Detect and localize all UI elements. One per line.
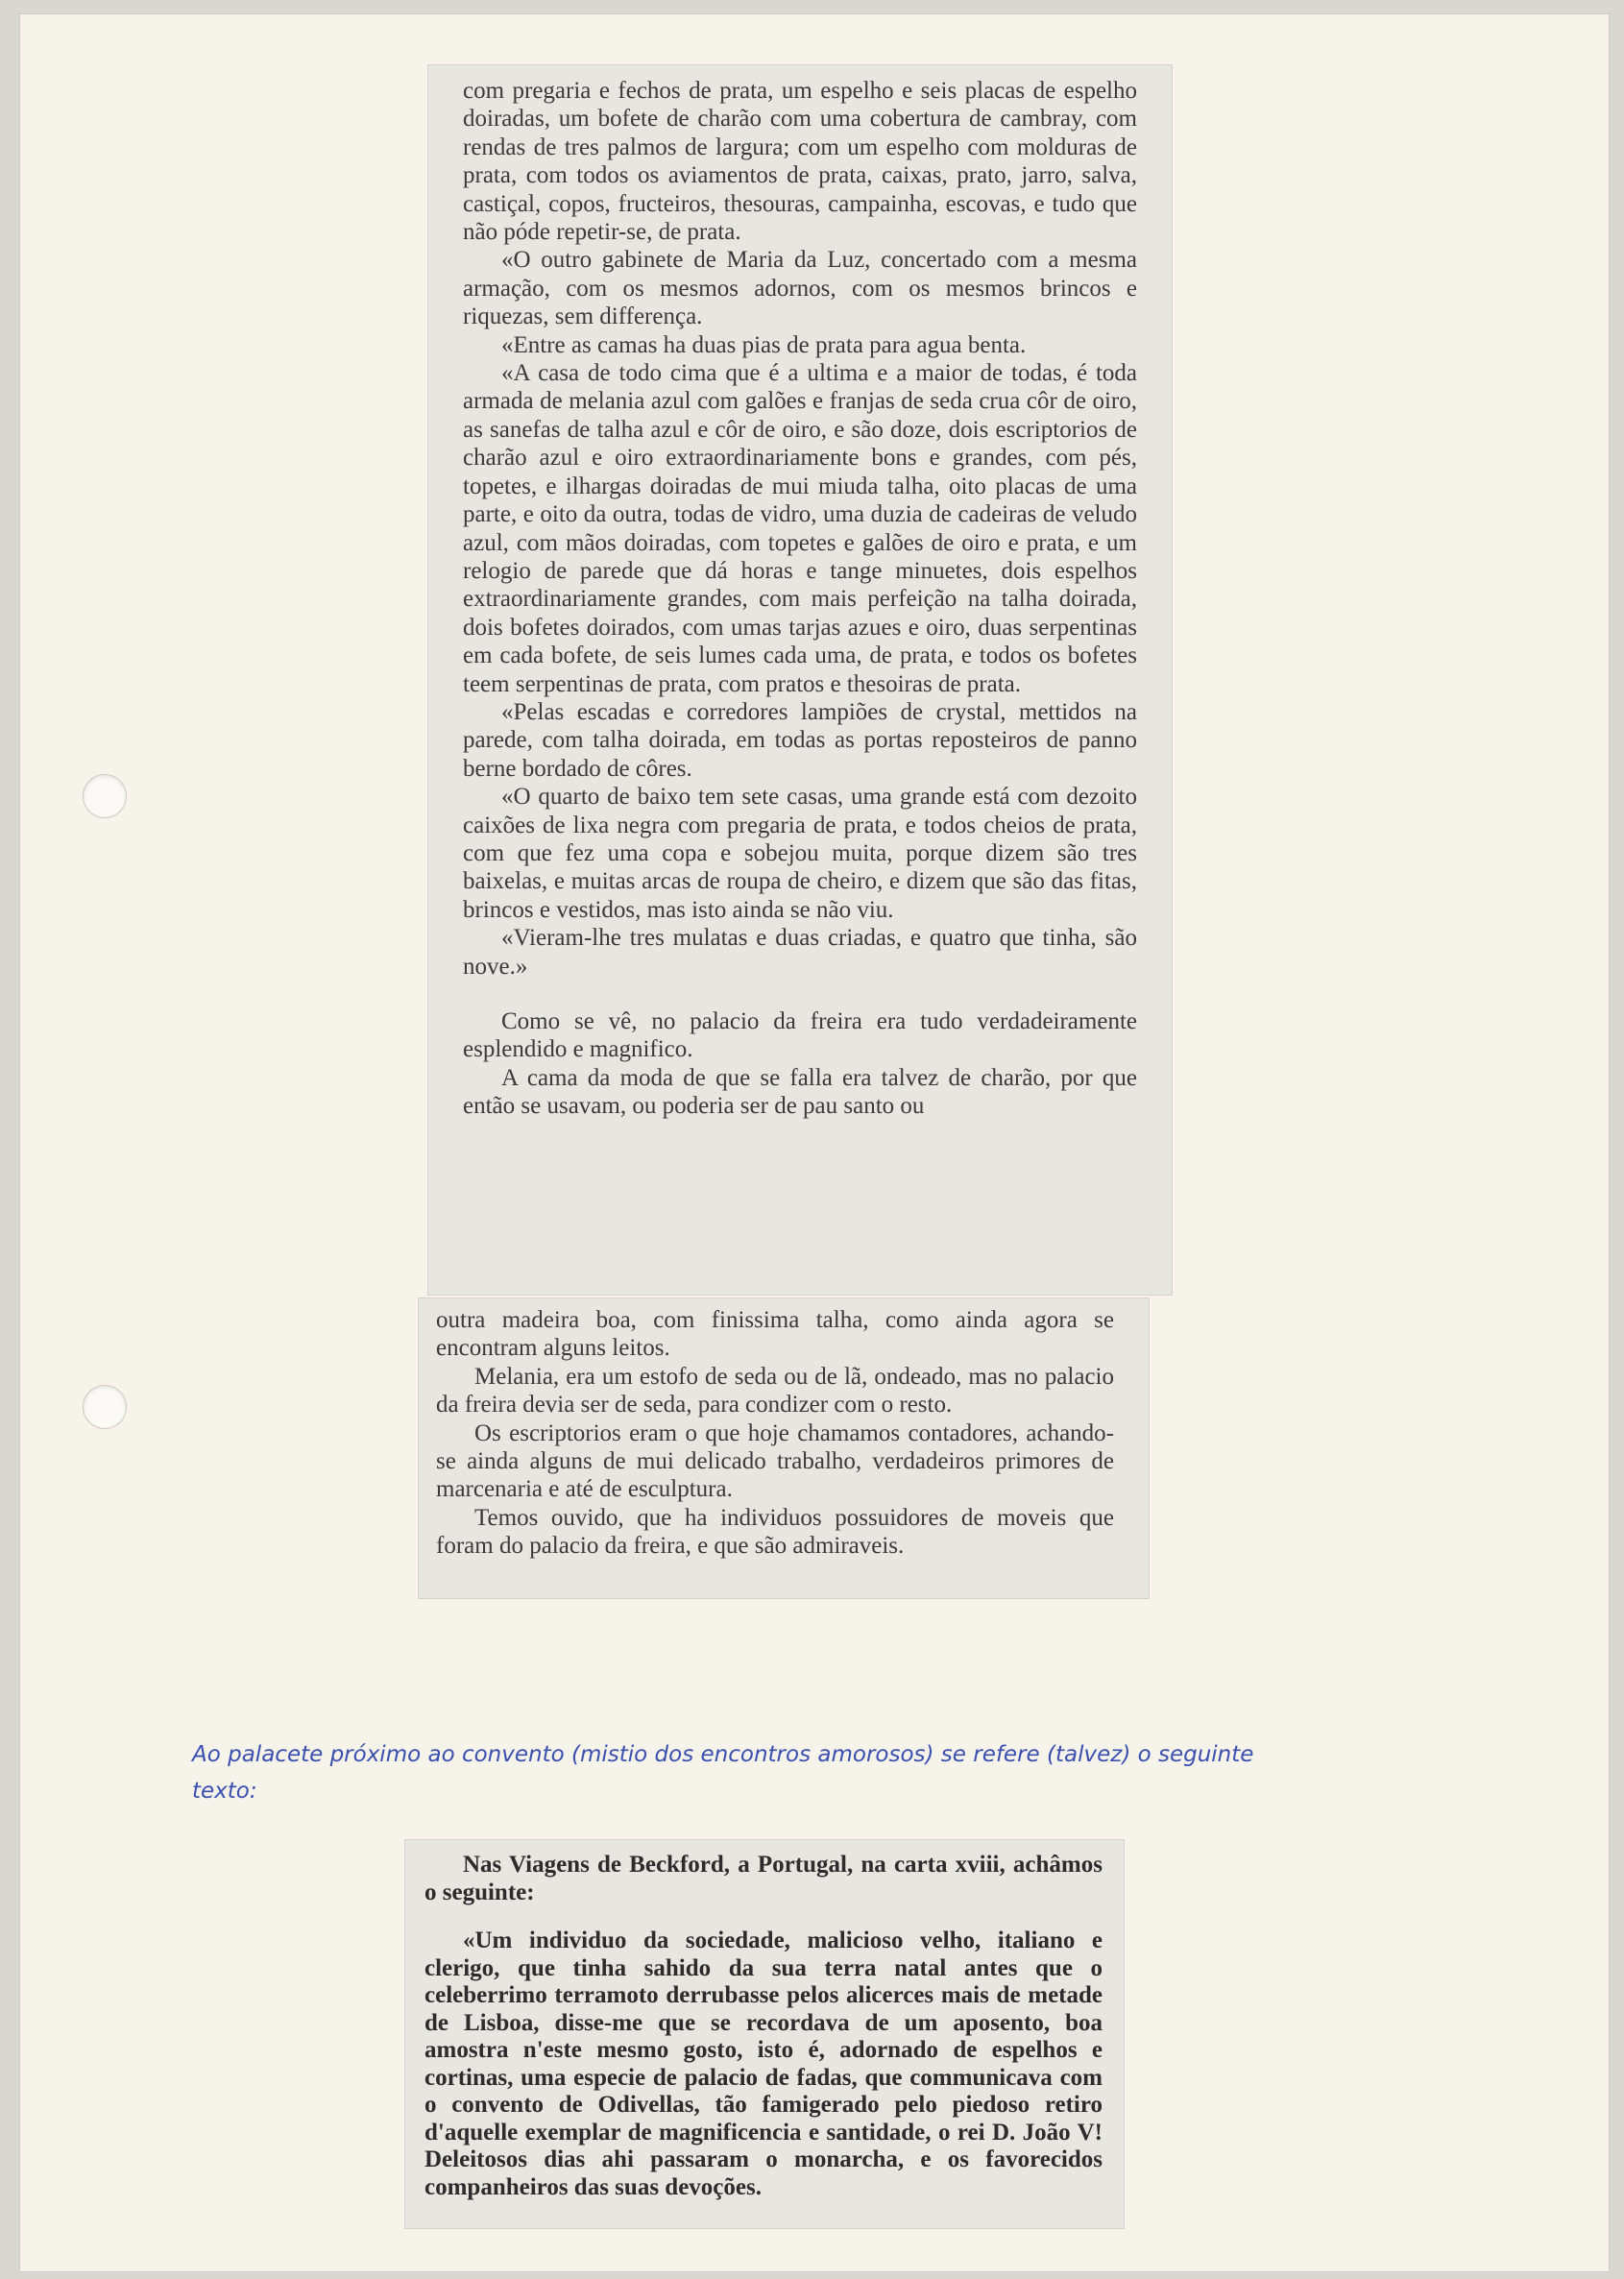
paragraph-1: com pregaria e fechos de prata, um espelho e seis placas de espelho doiradas, um bofete de charão com uma cobertura de cambray, com rendas de tres palmos de largura; com um espelho com molduras de prata, com todos os aviamentos de prata, caixas, prato, jarro, salva, castiçal, copos, fructeiros, thesouras, campainha, escovas, e tudo que não póde repetir-se, de prata. bbox=[463, 78, 1137, 246]
paragraph-2: «O outro gabinete de Maria da Luz, concertado com a mesma armação, com os mesmos adornos, com os mesmos brincos e riquezas, sem differença. bbox=[463, 247, 1137, 330]
handwritten-line-1: Ao palacete próximo ao convento (mistio dos encontros amorosos) se refere (talvez) o seguinte bbox=[192, 1742, 1254, 1767]
punch-hole-top bbox=[83, 774, 127, 818]
paragraph-11: Melania, era um estofo de seda ou de lã, ondeado, mas no palacio da freira devia ser de seda, para condizer com o resto. bbox=[436, 1363, 1114, 1418]
paragraph-6: «O quarto de baixo tem sete casas, uma grande está com dezoito caixões de lixa negra com pregaria de prata, e todos cheios de prata, com que fez uma copa e sobejou muita, porque dizem são tres baixelas, e muitas arcas de roupa de cheiro, e dizem que são das fitas, brincos e vestidos, mas isto ainda se não viu. bbox=[463, 784, 1137, 923]
handwritten-line-2: texto: bbox=[192, 1779, 257, 1804]
clipping-bottom bbox=[405, 1840, 1124, 2228]
punch-hole-bottom bbox=[83, 1385, 127, 1429]
clipping-top bbox=[428, 65, 1172, 1295]
paragraph-7: «Vieram-lhe tres mulatas e duas criadas, e quatro que tinha, são nove.» bbox=[463, 925, 1137, 980]
paragraph-13: Temos ouvido, que ha individuos possuidores de moveis que foram do palacio da freira, e que são admiraveis. bbox=[436, 1504, 1114, 1560]
paragraph-gap bbox=[424, 1906, 1103, 1927]
handwritten-note bbox=[192, 1736, 1402, 1809]
paragraph-12: Os escriptorios eram o que hoje chamamos contadores, achando-se ainda alguns de mui delicado trabalho, verdadeiros primores de marcenaria e até de esculptura. bbox=[436, 1419, 1114, 1503]
paragraph-9: A cama da moda de que se falla era talvez de charão, por que então se usavam, ou poderia ser de pau santo ou bbox=[463, 1064, 1137, 1120]
paragraph-5: «Pelas escadas e corredores lampiões de crystal, mettidos na parede, com talha doirada, em todas as portas reposteiros de panno berne bordado de côres. bbox=[463, 698, 1137, 782]
paragraph-gap bbox=[463, 981, 1137, 1007]
paragraph-4: «A casa de todo cima que é a ultima e a maior de todas, é toda armada de melania azul com galões e franjas de seda crua côr de oiro, as sanefas de talha azul e côr de oiro, e são doze, dois escriptorios de charão azul e oiro extraordinariamente bons e grandes, com pés, topetes, e ilhargas doiradas de mui miuda talha, oito placas de uma parte, e oito da outra, todas de vidro, uma duzia de cadeiras de veludo azul, com mãos doiradas, com topetes e galões de oiro e prata, e um relogio de parede que dá horas e tange minuetes, dois espelhos extraordinariamente grandes, com mais perfeição na talha doirada, dois bofetes doirados, com umas tarjas azues e oiro, duas serpentinas em cada bofete, de seis lumes cada uma, de prata, e todos os bofetes teem serpentinas de prata, com pratos e thesoiras de prata. bbox=[463, 360, 1137, 697]
beckford-intro: Nas Viagens de Beckford, a Portugal, na carta xviii, achâmos o seguinte: bbox=[424, 1852, 1103, 1905]
clipping-middle bbox=[419, 1298, 1149, 1598]
paragraph-3: «Entre as camas ha duas pias de prata para agua benta. bbox=[501, 331, 1027, 358]
paragraph-8: Como se vê, no palacio da freira era tudo verdadeiramente esplendido e magnifico. bbox=[463, 1008, 1137, 1063]
paragraph-10: outra madeira boa, com finissima talha, como ainda agora se encontram alguns leitos. bbox=[436, 1307, 1114, 1362]
beckford-quote: «Um individuo da sociedade, malicioso velho, italiano e clerigo, que tinha sahido da sua terra natal antes que o celeberrimo terramoto derrubasse pelos alicerces mais de metade de Lisboa, disse-me que se recordava de um aposento, boa amostra n'este mesmo gosto, isto é, adornado de espelhos e cortinas, uma especie de palacio de fadas, que communicava com o convento de Odivellas, tão famigerado pelo piedoso retiro d'aquelle exemplar de magnificencia e santidade, o rei D. João V! Deleitosos dias ahi passaram o monarcha, e os favorecidos companheiros das suas devoções. bbox=[424, 1927, 1103, 2200]
